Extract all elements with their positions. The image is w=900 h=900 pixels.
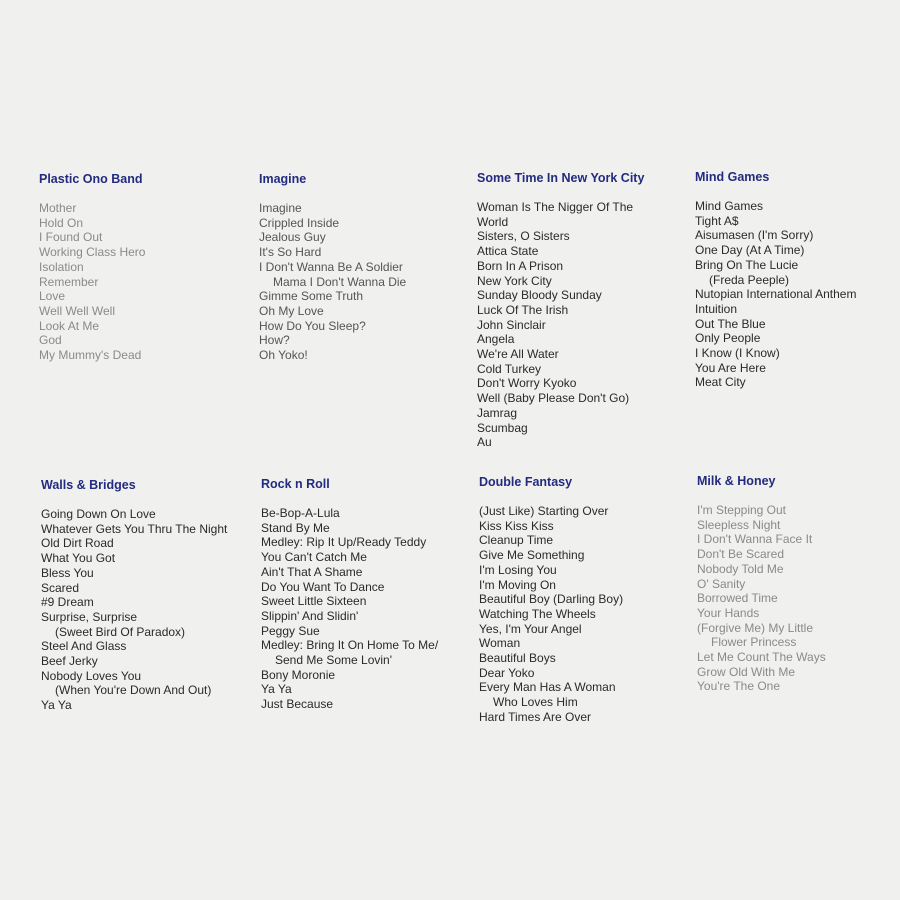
- track: Imagine: [259, 201, 302, 215]
- track: Only People: [695, 331, 761, 346]
- track: Scared: [41, 580, 80, 595]
- track: Cleanup Time: [479, 533, 554, 548]
- track: Nutopian International Anthem: [695, 287, 857, 302]
- track: Send Me Some Lovin': [275, 653, 393, 668]
- track: Well Well Well: [39, 303, 116, 318]
- track: Gimme Some Truth: [259, 289, 364, 304]
- album-title: Imagine: [259, 172, 307, 186]
- track: Oh Yoko!: [259, 348, 308, 363]
- track: Whatever Gets You Thru The Night: [41, 521, 228, 536]
- track: Yes, I'm Your Angel: [479, 621, 582, 636]
- album-mind-games: [695, 170, 900, 390]
- track: Au: [477, 435, 492, 450]
- track: Woman: [479, 636, 521, 651]
- track: Medley: Bring It On Home To Me/: [261, 638, 439, 653]
- track: Attica State: [477, 244, 539, 259]
- album-rock-n-roll: [261, 477, 466, 712]
- track-list: [259, 201, 464, 363]
- track: Who Loves Him: [493, 695, 578, 710]
- track: Angela: [477, 332, 515, 347]
- track: Mama I Don't Wanna Die: [273, 274, 407, 289]
- track: Give Me Something: [479, 548, 585, 563]
- track: Tight A$: [695, 213, 739, 228]
- track: Luck Of The Irish: [477, 302, 569, 317]
- track: How?: [259, 333, 290, 348]
- track: New York City: [477, 273, 552, 288]
- album-title: Walls & Bridges: [41, 478, 136, 492]
- track: Sweet Little Sixteen: [261, 594, 367, 609]
- album-title: Double Fantasy: [479, 475, 573, 489]
- track: Love: [39, 289, 66, 304]
- track: Meat City: [695, 375, 746, 390]
- track: Bony Moronie: [261, 667, 336, 682]
- track: Sunday Bloody Sunday: [477, 288, 602, 303]
- track: Ya Ya: [261, 682, 292, 697]
- track: Surprise, Surprise: [41, 609, 138, 624]
- track: I Don't Wanna Face It: [697, 532, 813, 547]
- album-title: Plastic Ono Band: [39, 172, 143, 186]
- track: Do You Want To Dance: [261, 579, 385, 594]
- track: Hold On: [39, 215, 84, 230]
- track: Nobody Loves You: [41, 668, 142, 683]
- track: Mind Games: [695, 199, 764, 213]
- track: Don't Worry Kyoko: [477, 376, 577, 391]
- track: Grow Old With Me: [697, 664, 796, 679]
- track: (When You're Down And Out): [55, 683, 212, 698]
- track-list: [479, 504, 684, 725]
- album-milk-and-honey: [697, 474, 900, 694]
- track: I'm Stepping Out: [697, 503, 787, 517]
- album-plastic-ono-band: [39, 172, 244, 363]
- track: (Sweet Bird Of Paradox): [55, 624, 186, 639]
- track: Intuition: [695, 301, 738, 316]
- album-title: Rock n Roll: [261, 477, 330, 491]
- track: It's So Hard: [259, 245, 322, 260]
- album-title: Milk & Honey: [697, 474, 776, 488]
- track: You're The One: [697, 679, 781, 694]
- track: Sisters, O Sisters: [477, 229, 570, 244]
- track: We're All Water: [477, 347, 559, 362]
- track: I Know (I Know): [695, 346, 780, 361]
- track-list: [41, 507, 246, 713]
- track-list: [697, 503, 900, 694]
- track: Jamrag: [477, 405, 518, 420]
- track: Peggy Sue: [261, 623, 320, 638]
- album-walls-and-bridges: [41, 478, 246, 713]
- track: Woman Is The Nigger Of The: [477, 200, 634, 214]
- album-title: Mind Games: [695, 170, 770, 184]
- track: Your Hands: [697, 605, 760, 620]
- track: Remember: [39, 274, 99, 289]
- track: Oh My Love: [259, 303, 324, 318]
- track: Be-Bop-A-Lula: [261, 506, 340, 520]
- track: You Are Here: [695, 360, 766, 375]
- track-list: [695, 199, 900, 390]
- track: Jealous Guy: [259, 230, 326, 245]
- track: One Day (At A Time): [695, 243, 805, 258]
- track: Every Man Has A Woman: [479, 680, 616, 695]
- track: I Don't Wanna Be A Soldier: [259, 259, 403, 274]
- track: Just Because: [261, 697, 334, 712]
- track: Ya Ya: [41, 698, 72, 713]
- track: I'm Moving On: [479, 577, 556, 592]
- track: I'm Losing You: [479, 562, 557, 577]
- track: Isolation: [39, 259, 84, 274]
- track: Beautiful Boy (Darling Boy): [479, 592, 624, 607]
- track: Scumbag: [477, 420, 528, 435]
- track: Kiss Kiss Kiss: [479, 518, 554, 533]
- track: Hard Times Are Over: [479, 709, 592, 724]
- track: Cold Turkey: [477, 361, 542, 376]
- track: World: [477, 214, 509, 229]
- track: How Do You Sleep?: [259, 318, 366, 333]
- track: Going Down On Love: [41, 507, 156, 521]
- track: (Freda Peeple): [709, 272, 790, 287]
- track: John Sinclair: [477, 317, 546, 332]
- track: Beautiful Boys: [479, 651, 556, 666]
- album-some-time-in-new-york-city: [477, 171, 682, 450]
- track-list: [39, 201, 244, 363]
- track: Well (Baby Please Don't Go): [477, 391, 630, 406]
- track: Nobody Told Me: [697, 561, 784, 576]
- track: Medley: Rip It Up/Ready Teddy: [261, 535, 427, 550]
- album-double-fantasy: [479, 475, 684, 725]
- track: God: [39, 333, 62, 348]
- track: Steel And Glass: [41, 639, 127, 654]
- track: Stand By Me: [261, 520, 330, 535]
- track: Don't Be Scared: [697, 547, 785, 562]
- album-imagine: [259, 172, 464, 363]
- track: Bring On The Lucie: [695, 257, 799, 272]
- track: Beef Jerky: [41, 654, 98, 669]
- track: Flower Princess: [711, 635, 797, 650]
- track: Old Dirt Road: [41, 536, 114, 551]
- track: Look At Me: [39, 318, 100, 333]
- track: Ain't That A Shame: [261, 564, 363, 579]
- track: Watching The Wheels: [479, 606, 596, 621]
- track: O' Sanity: [697, 576, 746, 591]
- track: #9 Dream: [41, 595, 94, 610]
- album-title: Some Time In New York City: [477, 171, 645, 185]
- track: Dear Yoko: [479, 665, 535, 680]
- track: Born In A Prison: [477, 258, 564, 273]
- track: (Just Like) Starting Over: [479, 504, 609, 518]
- track: You Can't Catch Me: [261, 550, 367, 565]
- track: Working Class Hero: [39, 245, 146, 260]
- track: I Found Out: [39, 230, 103, 245]
- track: What You Got: [41, 551, 116, 566]
- track-list: [261, 506, 466, 712]
- track: Out The Blue: [695, 316, 766, 331]
- track: Slippin' And Slidin': [261, 608, 359, 623]
- track: (Forgive Me) My Little: [697, 620, 814, 635]
- track-list: [477, 200, 682, 450]
- track: Bless You: [41, 565, 94, 580]
- track: Mother: [39, 201, 77, 215]
- track: Let Me Count The Ways: [697, 650, 826, 665]
- track: Crippled Inside: [259, 215, 340, 230]
- track: Aisumasen (I'm Sorry): [695, 228, 814, 243]
- track: Sleepless Night: [697, 517, 781, 532]
- track: My Mummy's Dead: [39, 348, 142, 363]
- track: Borrowed Time: [697, 591, 778, 606]
